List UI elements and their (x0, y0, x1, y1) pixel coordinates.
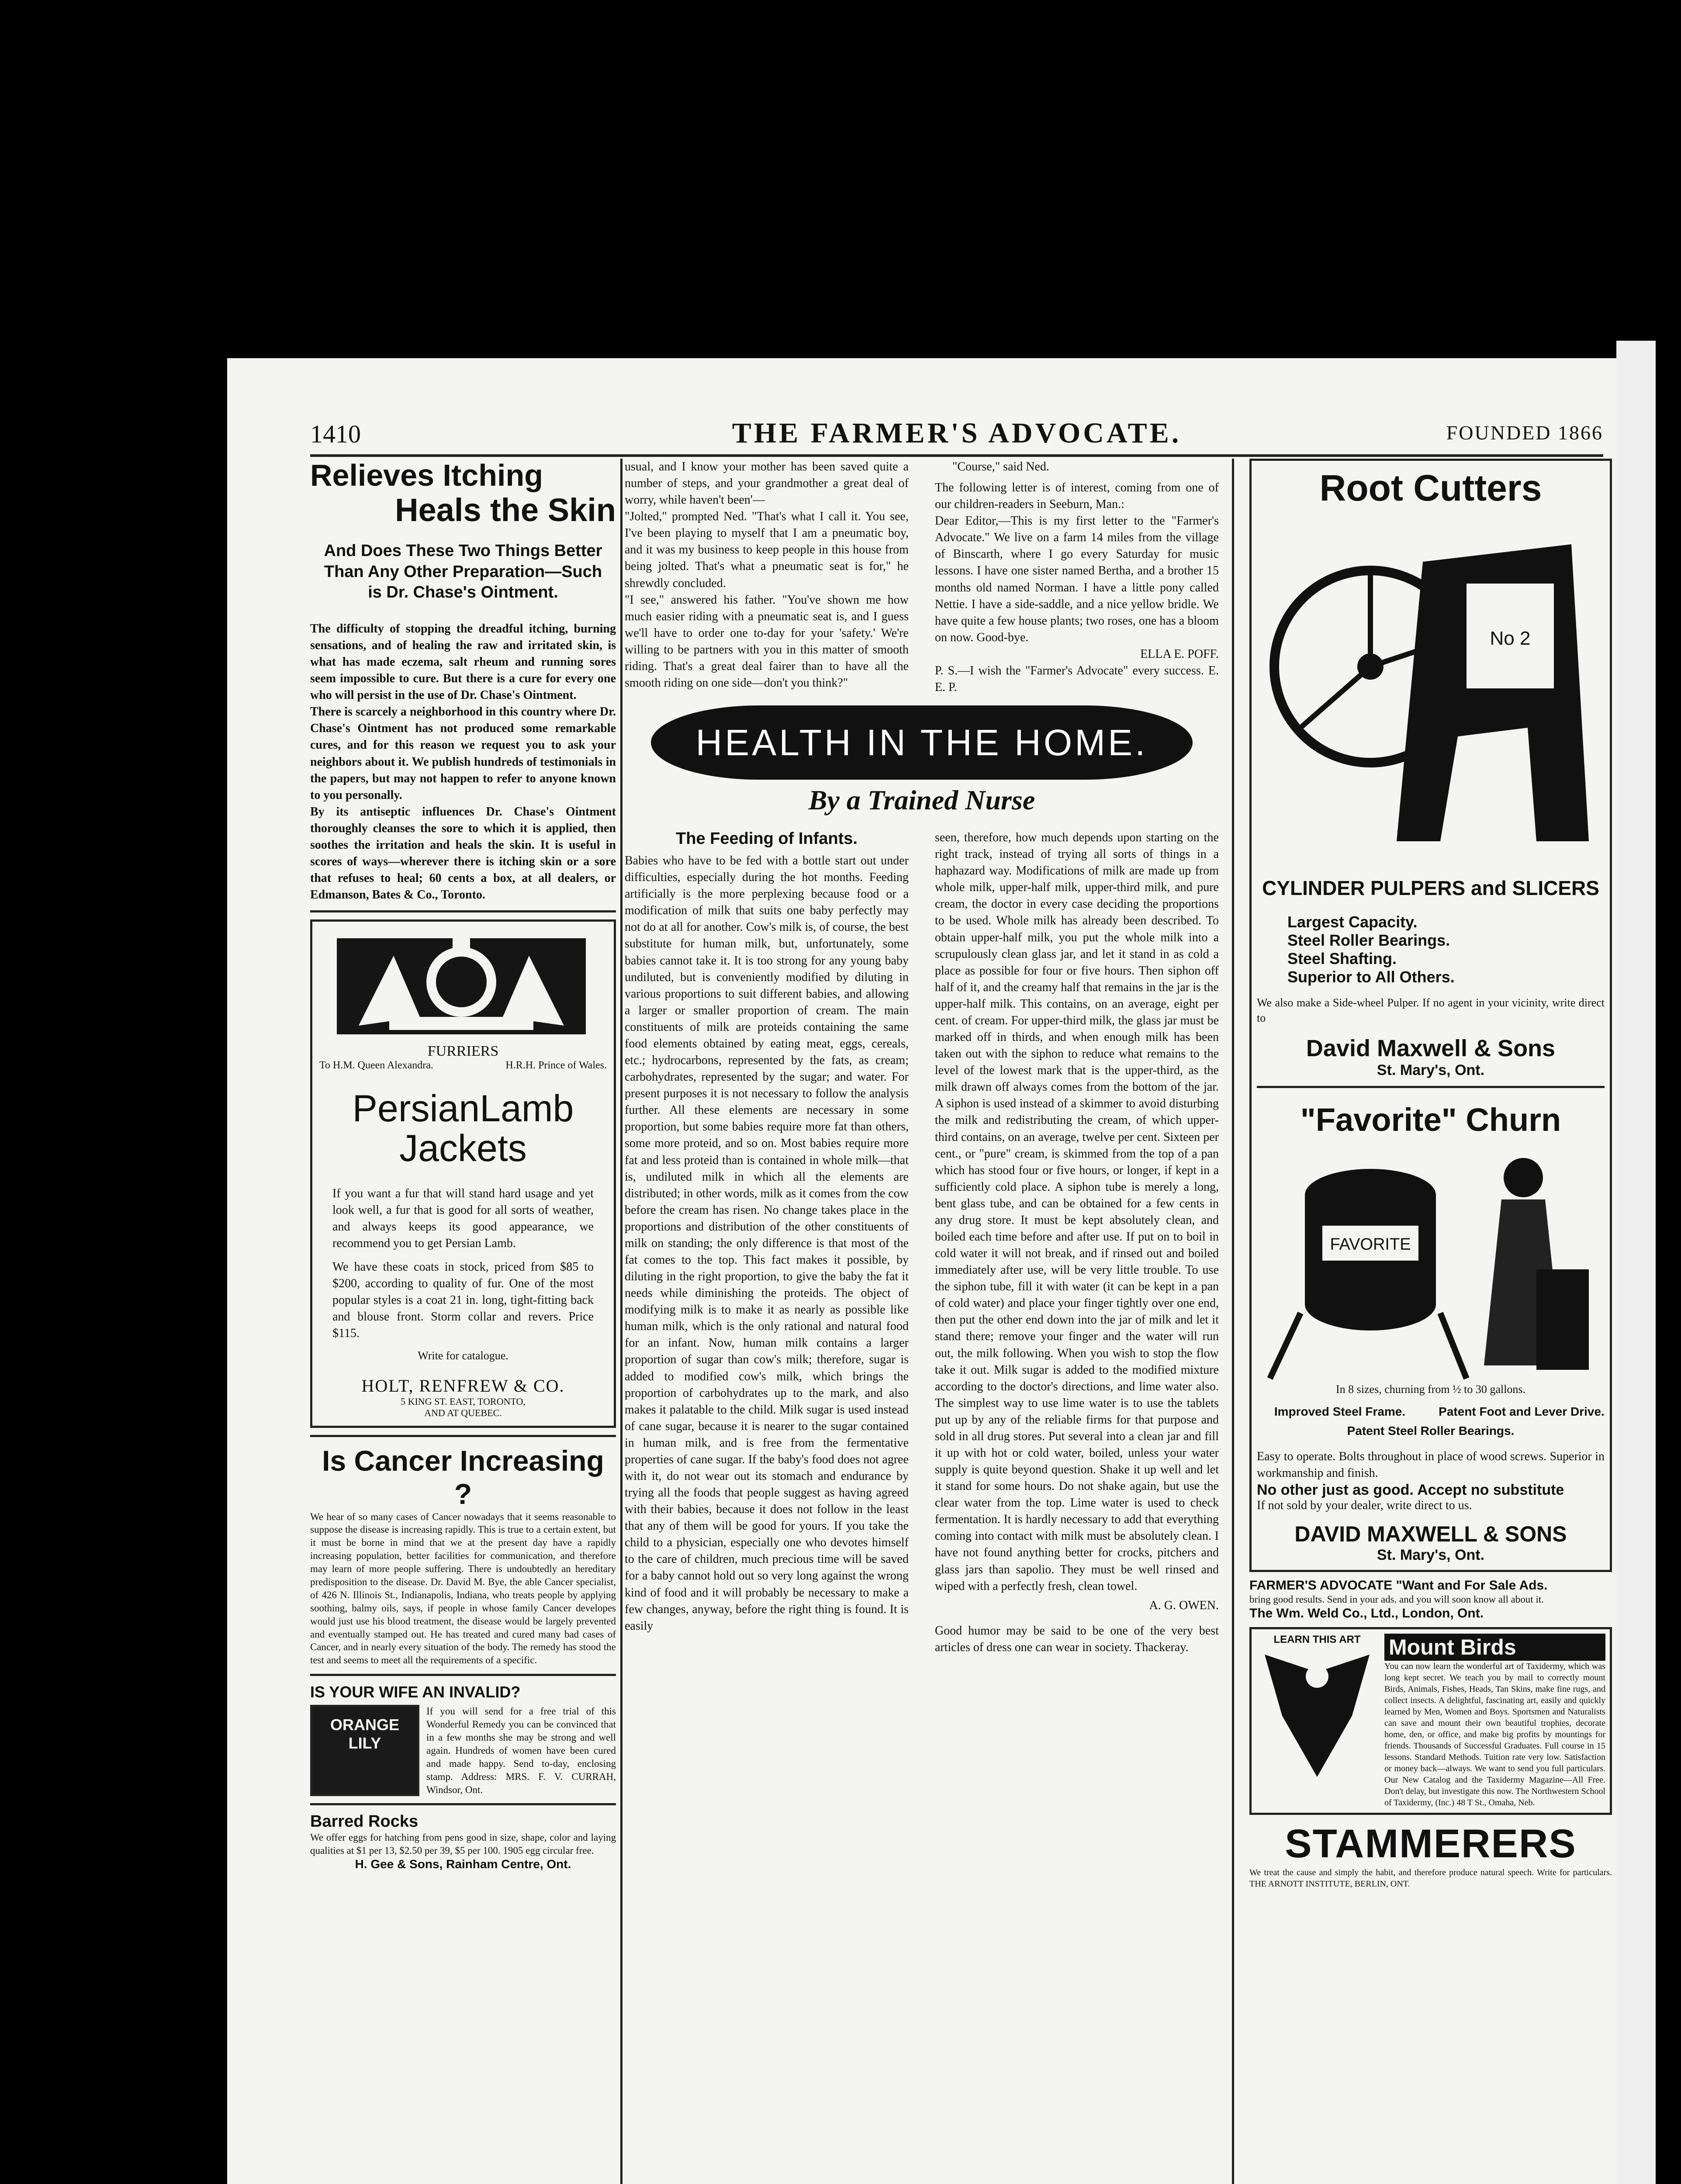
feeding-signature: A. G. OWEN. (1149, 1598, 1219, 1612)
churn-sizes: In 8 sizes, churning from ½ to 30 gallons. (1336, 1382, 1525, 1396)
machine-model-label: No 2 (1490, 628, 1531, 649)
royal-warrant-prince: H.R.H. Prince of Wales. (505, 1060, 607, 1071)
persian-paragraph: We have these coats in stock, priced from $85 to $200, according to quality of fur. One of the most popular styles is a coat 21 in. long, tight-fitting back and blouse front. Storm collar and revers. Price $115. (332, 1260, 594, 1341)
itch-paragraph: The difficulty of stopping the dreadful itching, burning sensations, and of healing the raw and irritated skin, is what has made eczema, salt rheum and running sores seem impossible to cure. But there is a cure for every one who will persist in the use of Dr. Chase's Ointment. (310, 622, 616, 702)
nurse-byline: By a Trained Nurse (808, 784, 1035, 816)
feeding-body-right: seen, therefore, how much depends upon starting on the right track, instead of trying all sorts of things in a haphazard way. Modifications of milk are made up from whole milk, upper-half milk, upper-third milk, and pure cream, the doctor in every case deciding the proportions to be used. Whole milk has already been described. To obtain upper-half milk, you put the whole milk into a scrupulously clean glass jar, and let it stand in as cold a place as possible for four or five hours. Then siphon off half of it, and the creamy half that remains in the jar is the upper-half milk. This contains, on an average, eight per cent. of cream. For upper-third milk, the glass jar must be marked off in thirds, and when enough milk has been taken out with the siphon to reduce what remains to the level of the lowest mark that is the upper-third, as the milk drawn off always comes from the bottom of the jar. A siphon is used instead of a skimmer to avoid disturbing the milk and redistributing the cream, of which upper-third contains, on an average, twelve per cent. Sixteen per cent., or "pure" cream, is skimmed from the top of a pan which has stood four or five hours, or longer, if kept in a sufficiently cold place. A siphon tube is merely a long, bent glass tube, and can be obtained for a few cents in any drug store. It must be kept absolutely clean, and boiled each time before and after use. If put on to boil in cold water it will not break, and if rinsed out and boiled immediately after use, will be very little trouble. To use the siphon tube, fill it with water (it can be kept in a pan of cold water) and place your finger tightly over one end, then put the other end down into the jar of milk and let it stand there; remove your finger and the water will run out, the milk following. When you wish to stop the flow take it out. Milk sugar is added to the modified mixture according to the doctor's directions, and lime water also. The simplest way to use lime water is to use the tablets put up by any of the reliable firms for that purpose and sold in all drug stores. Put several into a clean jar and fill it up with hot or cold water, boiled, unless your water supply is quite beyond question. Shake it up well and let it stand for some hours. Do not shake again, but use the clear water from the top. Lime water is used to check fermentation. It is hardly necessary to add that everything coming into contact with milk must be absolutely clean. I have not found anything better for crocks, pitchers and glass jars than sapolio. They must be well rinsed and wiped with a perfectly fresh, clean towel. (935, 831, 1219, 1593)
holt-address: 5 KING ST. EAST, TORONTO, (401, 1396, 526, 1407)
jackets-title: Jackets (399, 1127, 527, 1169)
churn-paragraph: Easy to operate. Bolts throughout in place of wood screws. Superior in workmanship and finish. (1257, 1449, 1605, 1480)
eagle-icon (1256, 1646, 1378, 1790)
feeding-tail: Good humor may be said to be one of the very best articles of dress one can wear in society. Thackeray. (935, 1624, 1219, 1654)
barred-paragraph: We offer eggs for hatching from pens good in size, shape, color and laying qualities at $1 per 13, $2.50 per 39, $5 per 100. 1905 egg circular free. (310, 1832, 616, 1856)
orange-lily-ad (310, 1683, 616, 1796)
itch-title-2: Heals the Skin (395, 492, 616, 528)
column-left (310, 459, 616, 2184)
maxwell-location-2: St. Mary's, Ont. (1377, 1546, 1485, 1563)
letter-intro: The following letter is of interest, coming from one of our children-readers in Seeburn, Man.: (935, 481, 1219, 511)
maxwell-location: St. Mary's, Ont. (1377, 1061, 1485, 1078)
column-rule (1232, 459, 1234, 2184)
root-cutters-title: Root Cutters (1319, 467, 1542, 508)
weld-company: The Wm. Weld Co., Ltd., London, Ont. (1249, 1606, 1484, 1621)
barred-rocks-ad (310, 1812, 616, 1871)
childrens-corner (625, 459, 1219, 696)
royal-crest-icon (319, 930, 603, 1039)
feature-item: Superior to All Others. (1287, 968, 1455, 986)
story-paragraph: "Course," said Ned. (952, 460, 1049, 473)
cancer-paragraph: We hear of so many cases of Cancer nowadays that it seems reasonable to suppose the disease is increasing rapidly. This is true to a certain extent, but it must be borne in mind that we at the present day have a rapidly increasing population, better facilities for communication, and therefore may learn of more people suffering. There is undoubtedly an hereditary predisposition to the disease. Dr. David M. Bye, the able Cancer specialist, of 426 N. Illinois St., Indianapolis, Indiana, who treats people by applying soothing, balmy oils, says, if people in whose family Cancer developes would just use his blood treatment, the disease would be largely prevented and eventually stamped out. He has treated and cured many bad cases of Cancer, and in nearly every situation of the body. The remedy has stood the test and seems to meet all the requirements of a specific. (310, 1511, 616, 1666)
learn-art-label: LEARN THIS ART (1273, 1633, 1361, 1645)
want-ads-title: FARMER'S ADVOCATE "Want and For Sale Ads. (1249, 1578, 1548, 1593)
column-rule (620, 459, 623, 2184)
story-paragraph: usual, and I know your mother has been saved quite a number of steps, and your grandmother a great deal of worry, while haven't been'— (625, 460, 909, 507)
persian-lamb-title: PersianLamb (352, 1088, 574, 1130)
churn-brand-label: FAVORITE (1330, 1235, 1411, 1254)
royal-warrant-queen: To H.M. Queen Alexandra. (319, 1060, 433, 1071)
feature-item: Largest Capacity. (1287, 913, 1418, 931)
itch-title-1: Relieves Itching (310, 459, 543, 492)
chase-ointment-ad (310, 459, 616, 903)
taxidermy-text: You can now learn the wonderful art of Taxidermy, which was long kept secret. We teach you by mail to correctly mount Birds, Animals, Fishes, Heads, Tan Skins, make fine rugs, and collect insects. A delightful, fascinating art, easily and quickly learned by Men, Women and Boys. Sportsmen and Naturalists can save and mount their own beautiful trophies, decorate home, den, or office, and make big profits by mountings for friends. Thousands of Successful Graduates. Full course in 15 lessons. Standard Methods. Tuition rate very low. Satisfaction or money back—always. We want to send you full particulars. Our New Catalog and the Taxidermy Magazine—All Free. Don't delay, but investigate this now. The Northwestern School of Taxidermy, (Inc.) 48 T St., Omaha, Neb. (1384, 1661, 1605, 1807)
founded-label: FOUNDED 1866 (1446, 422, 1603, 444)
holt-renfrew-name: HOLT, RENFREW & CO. (361, 1375, 565, 1396)
holt-address: AND AT QUEBEC. (424, 1407, 502, 1418)
column-middle (625, 459, 1219, 2184)
persian-paragraph: If you want a fur that will stand hard usage and yet look well, a fur that is good for all sorts of weather, and always keeps its good appearance, we recommend you to get Persian Lamb. (332, 1186, 594, 1251)
stammerers-title: STAMMERERS (1285, 1821, 1577, 1866)
invalid-paragraph: If you will send for a free trial of this Wonderful Remedy you can be convinced that in a few months she may be strong and well again. Hundreds of women have been cured and made happy. Send to-day, enclosing stamp. Address: MRS. F. V. CURRAH, Windsor, Ont. (426, 1706, 616, 1795)
maxwell-name: David Maxwell & Sons (1306, 1035, 1556, 1061)
page-number: 1410 (310, 420, 361, 448)
letter-postscript: P. S.—I wish the "Farmer's Advocate" every success. E. E. P. (935, 663, 1219, 695)
pulper-title: CYLINDER PULPERS and SLICERS (1262, 877, 1599, 899)
feeding-title: The Feeding of Infants. (676, 829, 858, 848)
gee-sons: H. Gee & Sons, Rainham Centre, Ont. (355, 1857, 571, 1871)
root-cutter-machine-icon (1257, 509, 1602, 867)
churn-no-substitute: No other just as good. Accept no substitute (1257, 1481, 1564, 1498)
churn-feature: Patent Foot and Lever Drive. (1439, 1404, 1605, 1418)
invalid-title: IS YOUR WIFE AN INVALID? (310, 1683, 521, 1701)
cancer-ad (310, 1444, 616, 1667)
masthead-title: THE FARMER'S ADVOCATE. (732, 417, 1182, 449)
root-cutter-ad (1249, 459, 1612, 1572)
feeding-article (625, 829, 1219, 1656)
feeding-body-left: Babies who have to be fed with a bottle start out under difficulties, especially during the hot months. Feeding artificially is the more perplexing because food or a modification of milk that suits one baby perfectly may not do at all for another. Cow's milk is, of course, the best substitute for human milk, but, unfortunately, some babies cannot take it. It is too strong for any young baby undiluted, but is conveniently modified by diluting in various proportions to suit different babies, and allowing a larger or smaller proportion of cream. The main constituents of milk are proteids containing the same food elements obtained by eating meat, eggs, cereals, etc.; hydrocarbons, represented by the fats, as cream; carbohydrates, represented by the sugar; and water. For present purposes it is not necessary to follow the analysis further. All these elements are necessary in some proportion, but some babies require more fat than others, some more proteid, and so on. Most babies require more fat and less proteid than is contained in whole milk—that is, undiluted milk in which all the elements are distributed; in other words, milk as it comes from the cow before the cream has risen. No change takes place in the proportions and distribution of the other constituents of milk on standing; the only difference is that most of the fat comes to the top. This fact makes it possible, by diluting in the right proportion, to give the baby the fat it needs while diminishing the proteids. The object of modifying milk is to make it as nearly as possible like human milk, which is the only rational and natural food for an infant. Now, human milk contains a larger proportion of sugar than cow's milk; therefore, sugar is added to modified cow's milk, which brings the proportion of carbohydrates up to the mark, and also makes it palatable to the child. Milk sugar is used instead of cane sugar, because it is nearer to the sugar contained in human milk, and is free from the fermentative properties of cane sugar. If the baby's food does not agree with it, do not wear out its stomach and endurance by trying all the foods that people suggest as having agreed with their babies, because it does not follow in the least that any of them will be good for yours. If you take the child to a physician, especially one who devotes himself to the care of children, much precious time will be saved for a baby cannot hold out so very long against the wrong kind of food and it will probably be necessary to make a few changes, anyway, before the right thing is found. It is easily (625, 854, 909, 1633)
itch-paragraph: There is scarcely a neighborhood in this country where Dr. Chase's Ointment has not produced some remarkable cures, and for this reason we request you to ask your neighbors about it. We publish hundreds of testimonials in the papers, but may not happen to refer to anyone known to you personally. (310, 705, 616, 802)
churn-feature: Patent Steel Roller Bearings. (1347, 1424, 1515, 1438)
churn-dealer-note: If not sold by your dealer, write direct to us. (1257, 1498, 1472, 1512)
feature-list (1257, 900, 1605, 995)
cancer-title: Is Cancer Increasing ? (322, 1444, 604, 1510)
pulper-note: We also make a Side-wheel Pulper. If no agent in your vicinity, write direct to (1257, 996, 1605, 1025)
want-ads-notice (1249, 1578, 1612, 1621)
barred-title: Barred Rocks (310, 1812, 419, 1831)
churn-title: "Favorite" Churn (1300, 1101, 1561, 1138)
taxidermy-ad (1249, 1627, 1612, 1815)
holt-renfrew-ad (310, 919, 616, 1427)
letter-signature: ELLA E. POFF. (1140, 647, 1219, 661)
churn-illustration-icon (1257, 1138, 1602, 1383)
page-header (310, 419, 1603, 457)
newspaper-page (227, 358, 1616, 2184)
furriers-label: FURRIERS (427, 1043, 499, 1060)
story-paragraph: "Jolted," prompted Ned. "That's what I call it. You see, I've been playing to myself that I am a pneumatic boy, and it was my business to keep people in this house from being jolted. That's what a pneumatic seat is for," he shrewdly concluded. (625, 510, 909, 590)
feature-item: Steel Shafting. (1287, 950, 1397, 968)
health-banner: HEALTH IN THE HOME. (651, 705, 1193, 780)
itch-subtitle: And Does These Two Things Better Than Any Other Preparation—Such is Dr. Chase's Ointment. (324, 542, 602, 602)
maxwell-name-2: DAVID MAXWELL & SONS (1294, 1521, 1567, 1546)
adjacent-page-edge (1616, 341, 1656, 2184)
mount-birds-title: Mount Birds (1384, 1634, 1605, 1661)
orange-lily-logo: ORANGE LILY (310, 1705, 419, 1796)
column-right (1249, 459, 1612, 2184)
feature-item: Steel Roller Bearings. (1287, 931, 1450, 949)
stammerers-text: We treat the cause and simply the habit, and therefore produce natural speech. Write for particulars. THE ARNOTT INSTITUTE, BERLIN, ONT. (1249, 1867, 1612, 1889)
churn-feature: Improved Steel Frame. (1274, 1404, 1406, 1418)
want-ads-text: bring good results. Send in your ads. and you will soon know all about it. (1249, 1593, 1544, 1605)
story-paragraph: "I see," answered his father. "You've shown me how much easier riding with a pneumatic seat is, and I guess we'll have to order one to-day for your 'safety.' We're willing to be partners with you in this matter of smooth riding. That's a great deal fairer than to have all the smooth riding on one side—don't you think?" (625, 593, 909, 690)
write-for-catalogue: Write for catalogue. (418, 1349, 508, 1362)
itch-paragraph: By its antiseptic influences Dr. Chase's Ointment thoroughly cleanses the sore to which it is applied, then soothes the irritation and heals the skin. It is useful in scores of ways—wherever there is itching skin or a sore that refuses to heal; 60 cents a box, at all dealers, or Edmanson, Bates & Co., Toronto. (310, 805, 616, 902)
letter-body: Dear Editor,—This is my first letter to the "Farmer's Advocate." We live on a farm 14 miles from the village of Binscarth, where I go every Saturday for music lessons. I have one sister named Bertha, and a brother 15 months old named Norman. I have a little pony called Nettie. I have a side-saddle, and a nice yellow bridle. We have quite a few house plants; two roses, one has a bloom on now. Good-bye. (935, 514, 1219, 644)
